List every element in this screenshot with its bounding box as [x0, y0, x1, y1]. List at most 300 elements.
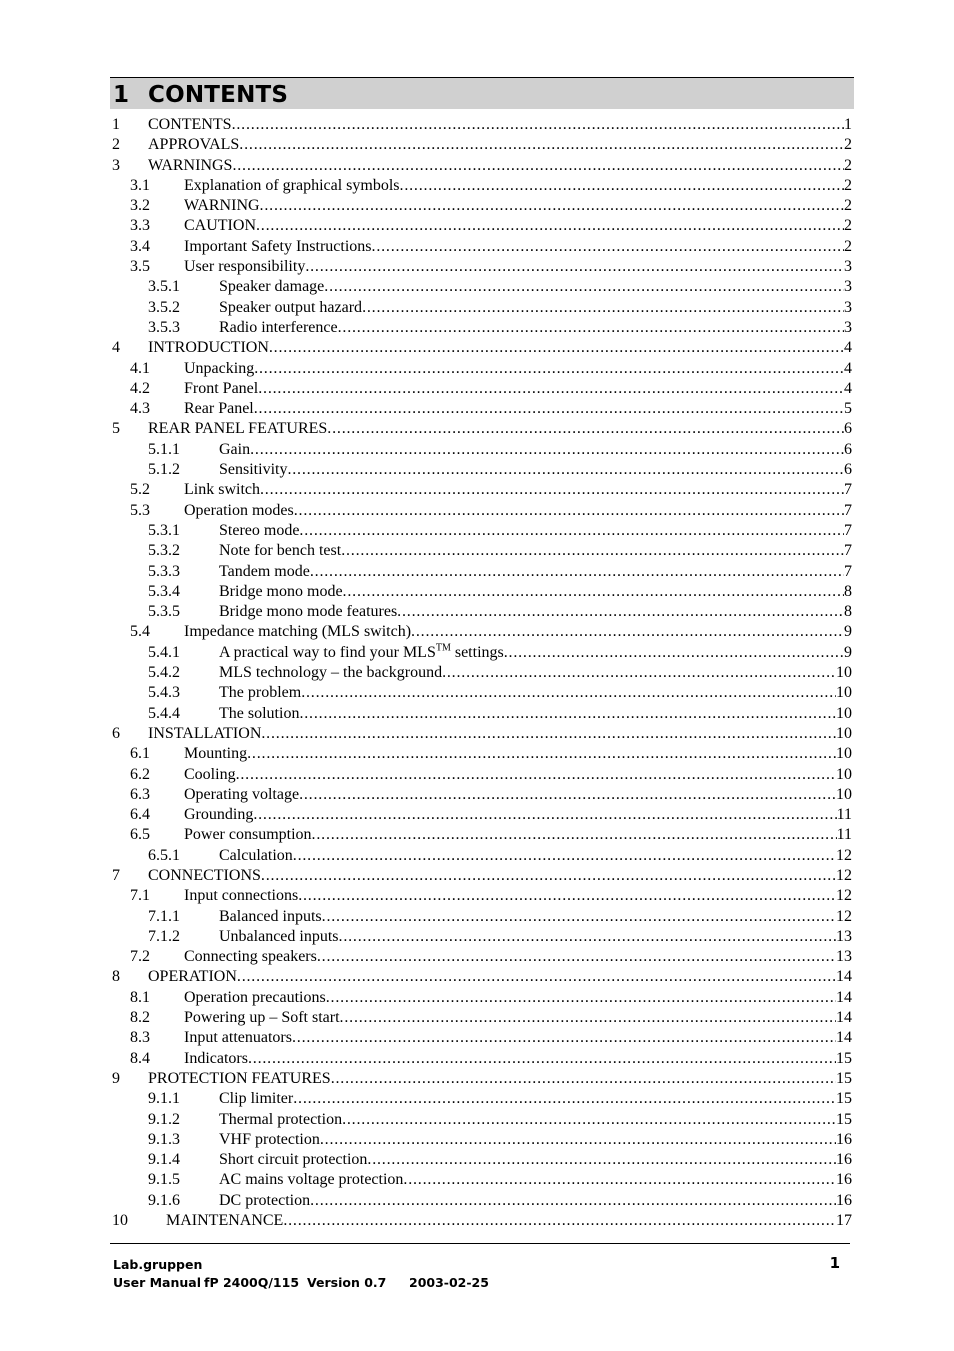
toc-entry-number: 8.4 — [130, 1049, 150, 1067]
toc-entry-page: 14 — [836, 988, 852, 1006]
toc-entry-number: 9.1.5 — [148, 1171, 180, 1189]
toc-entry-title-text: Radio interference — [219, 318, 338, 336]
toc-entry-title — [184, 765, 236, 785]
toc-entry-line — [166, 1211, 852, 1231]
toc-entry[interactable] — [112, 277, 852, 297]
toc-leader-dots — [256, 216, 844, 236]
toc-leader-dots — [237, 967, 836, 987]
toc-entry-line — [148, 419, 852, 439]
toc-entry-title-text: INSTALLATION — [148, 724, 262, 742]
toc-entry-line — [219, 1191, 852, 1211]
toc-entry-line — [219, 277, 852, 297]
toc-leader-dots — [342, 1110, 836, 1130]
toc-entry[interactable] — [112, 216, 852, 236]
toc-entry-title-text: Balanced inputs — [219, 907, 322, 925]
toc-entry-title-text: APPROVALS — [148, 136, 240, 154]
toc-entry-number: 4.3 — [130, 400, 150, 418]
toc-entry-page: 2 — [844, 197, 852, 215]
toc-leader-dots — [362, 298, 844, 318]
toc-entry-page: 7 — [844, 501, 852, 519]
toc-entry-title-text: Short circuit protection — [219, 1151, 368, 1169]
toc-entry-title-text: MLS technology – the background — [219, 664, 443, 682]
toc-entry-line — [219, 683, 852, 703]
toc-entry-page: 7 — [844, 542, 852, 560]
toc-entry[interactable] — [112, 765, 852, 785]
toc-entry-title — [184, 359, 254, 379]
toc-entry-line — [219, 1170, 852, 1190]
toc-entry[interactable] — [112, 460, 852, 480]
toc-entry-title-text: Bridge mono mode features — [219, 603, 398, 621]
toc-leader-dots — [411, 622, 844, 642]
toc-leader-dots — [372, 237, 844, 257]
toc-entry[interactable] — [112, 1110, 852, 1130]
toc-entry-title-text: The problem — [219, 684, 302, 702]
toc-entry-title — [219, 298, 362, 318]
toc-entry-number: 5.3 — [130, 501, 150, 519]
toc-entry-title-text: Calculation — [219, 846, 293, 864]
toc-leader-dots — [292, 1028, 836, 1048]
toc-entry-title-text: Speaker output hazard — [219, 298, 363, 316]
toc-entry-line — [184, 399, 852, 419]
toc-entry-title-text: Input connections — [184, 887, 299, 905]
toc-entry-number: 6.3 — [130, 785, 150, 803]
toc-entry[interactable] — [112, 724, 852, 744]
toc-entry-title-text: The solution — [219, 704, 300, 722]
toc-entry-number: 6.4 — [130, 806, 150, 824]
toc-entry-line — [219, 602, 852, 622]
toc-entry-title — [148, 338, 269, 358]
toc-entry[interactable] — [112, 886, 852, 906]
toc-entry[interactable] — [112, 257, 852, 277]
toc-entry-line — [219, 846, 852, 866]
toc-entry-number: 6 — [112, 724, 120, 742]
toc-entry[interactable] — [112, 419, 852, 439]
toc-entry-page: 16 — [836, 1151, 852, 1169]
toc-entry-line — [219, 541, 852, 561]
toc-entry-page: 6 — [844, 420, 852, 438]
toc-entry[interactable] — [112, 927, 852, 947]
toc-entry-number: 3.5.2 — [148, 298, 180, 316]
toc-entry[interactable] — [112, 825, 852, 845]
toc-entry-title — [219, 562, 310, 582]
toc-entry-number: 6.5 — [130, 826, 150, 844]
toc-entry-number: 3.4 — [130, 237, 150, 255]
toc-entry-title-text: Operation precautions — [184, 988, 326, 1006]
toc-entry-line — [184, 886, 852, 906]
toc-entry-page: 2 — [844, 176, 852, 194]
toc-entry[interactable] — [112, 1211, 852, 1231]
toc-entry-page: 9 — [844, 643, 852, 661]
toc-leader-dots — [400, 176, 844, 196]
toc-leader-dots — [504, 643, 844, 663]
toc-leader-dots — [247, 744, 836, 764]
toc-entry-number: 8.1 — [130, 988, 150, 1006]
toc-entry[interactable] — [112, 1008, 852, 1028]
toc-leader-dots — [341, 541, 844, 561]
table-of-contents — [112, 115, 852, 1231]
toc-entry[interactable] — [112, 1150, 852, 1170]
toc-entry[interactable] — [112, 805, 852, 825]
toc-entry-title — [148, 135, 239, 155]
toc-entry[interactable] — [112, 196, 852, 216]
toc-entry-title-text: Mounting — [184, 745, 248, 763]
toc-entry-title — [219, 1150, 367, 1170]
toc-leader-dots — [310, 562, 844, 582]
toc-entry[interactable] — [112, 541, 852, 561]
toc-leader-dots — [324, 277, 844, 297]
toc-entry-page: 13 — [836, 948, 852, 966]
toc-entry-number: 5.4.2 — [148, 664, 180, 682]
toc-entry-title — [184, 886, 298, 906]
toc-entry-page: 2 — [844, 156, 852, 174]
toc-entry-title — [148, 419, 327, 439]
toc-entry-number: 5.1.1 — [148, 440, 180, 458]
toc-entry-title — [219, 582, 343, 602]
toc-entry-title — [184, 501, 294, 521]
toc-entry[interactable] — [112, 947, 852, 967]
toc-entry-page: 2 — [844, 237, 852, 255]
toc-entry-page: 10 — [836, 724, 852, 742]
toc-entry[interactable] — [112, 988, 852, 1008]
toc-entry-title — [219, 927, 339, 947]
toc-entry-page: 10 — [836, 785, 852, 803]
toc-entry-number: 8.2 — [130, 1009, 150, 1027]
toc-entry-number: 3.5 — [130, 258, 150, 276]
toc-entry-title-text: Connecting speakers — [184, 948, 317, 966]
toc-entry-title — [148, 115, 232, 135]
toc-entry[interactable] — [112, 967, 852, 987]
toc-entry-title — [219, 521, 299, 541]
toc-entry[interactable] — [112, 1028, 852, 1048]
toc-leader-dots — [367, 1150, 836, 1170]
toc-entry-title — [184, 379, 258, 399]
toc-entry-title — [184, 825, 312, 845]
toc-entry-line — [148, 866, 852, 886]
toc-entry-title-text: Thermal protection — [219, 1110, 343, 1128]
toc-entry[interactable] — [112, 1069, 852, 1089]
toc-entry[interactable] — [112, 440, 852, 460]
toc-entry-line — [219, 440, 852, 460]
toc-leader-dots — [258, 379, 844, 399]
toc-entry[interactable] — [112, 237, 852, 257]
toc-entry[interactable] — [112, 1049, 852, 1069]
toc-entry-line — [148, 338, 852, 358]
toc-leader-dots — [232, 115, 844, 135]
toc-entry-title-text: Impedance matching (MLS switch) — [184, 623, 412, 641]
toc-entry-number: 5.4.3 — [148, 684, 180, 702]
toc-entry-line — [148, 1069, 852, 1089]
toc-entry-page: 1 — [844, 116, 852, 133]
toc-leader-dots — [397, 602, 844, 622]
toc-entry-page: 3 — [844, 318, 852, 336]
toc-entry-line — [184, 1028, 852, 1048]
toc-entry[interactable] — [112, 1130, 852, 1150]
toc-entry-number: 8.3 — [130, 1029, 150, 1047]
toc-entry-number: 3.2 — [130, 197, 150, 215]
toc-entry-line — [219, 1089, 852, 1109]
toc-entry-page: 14 — [836, 1009, 852, 1027]
toc-entry[interactable] — [112, 663, 852, 683]
toc-entry-line — [148, 135, 852, 155]
toc-entry-title-text: Rear Panel — [184, 400, 254, 418]
toc-entry-title-text: Important Safety Instructions — [184, 237, 372, 255]
footer-page-number: 1 — [829, 1254, 840, 1272]
toc-entry-page: 16 — [836, 1191, 852, 1209]
toc-entry-title-text: Note for bench test — [219, 542, 342, 560]
toc-entry-page: 10 — [836, 684, 852, 702]
toc-entry[interactable] — [112, 846, 852, 866]
toc-entry[interactable] — [112, 480, 852, 500]
toc-entry-line — [184, 480, 852, 500]
toc-entry-page: 14 — [836, 968, 852, 986]
toc-entry-title — [148, 156, 232, 176]
toc-entry-title — [219, 541, 341, 561]
toc-leader-dots — [310, 1191, 836, 1211]
toc-entry-title — [219, 460, 287, 480]
footer-model: fP 2400Q/115 — [204, 1275, 300, 1290]
toc-entry-page: 11 — [836, 806, 852, 824]
toc-entry-title-text: Unpacking — [184, 359, 255, 377]
toc-leader-dots — [250, 440, 844, 460]
toc-entry-number: 9.1.4 — [148, 1151, 180, 1169]
toc-entry[interactable] — [112, 176, 852, 196]
toc-entry-title — [184, 480, 260, 500]
toc-leader-dots — [442, 663, 836, 683]
toc-entry-line — [219, 521, 852, 541]
toc-entry-number: 5.4.1 — [148, 643, 180, 661]
toc-entry[interactable] — [112, 359, 852, 379]
toc-entry-page: 9 — [844, 623, 852, 641]
toc-entry[interactable] — [112, 866, 852, 886]
toc-entry[interactable] — [112, 318, 852, 338]
toc-entry-line — [184, 359, 852, 379]
toc-entry-number: 6.2 — [130, 765, 150, 783]
toc-leader-dots — [293, 1089, 836, 1109]
toc-entry-number: 9 — [112, 1069, 120, 1087]
toc-entry-line — [148, 156, 852, 176]
toc-entry-number: 7.1.1 — [148, 907, 180, 925]
toc-entry-line — [184, 1049, 852, 1069]
toc-entry-line — [219, 704, 852, 724]
toc-entry-title-text: OPERATION — [148, 968, 237, 986]
toc-entry[interactable] — [112, 115, 852, 135]
toc-entry-number: 5.4 — [130, 623, 150, 641]
toc-leader-dots — [269, 338, 844, 358]
toc-leader-dots — [254, 359, 844, 379]
trademark-superscript: TM — [435, 642, 451, 654]
toc-entry-page: 10 — [836, 664, 852, 682]
toc-leader-dots — [338, 318, 844, 338]
toc-leader-dots — [305, 257, 844, 277]
toc-entry-number: 3 — [112, 156, 120, 174]
heading-number: 1 — [113, 82, 130, 108]
toc-entry-number: 1 — [112, 116, 120, 133]
toc-leader-dots — [293, 846, 836, 866]
toc-leader-dots — [261, 866, 836, 886]
toc-entry-page: 12 — [836, 846, 852, 864]
toc-entry-title — [219, 1130, 320, 1150]
toc-entry-number: 5 — [112, 420, 120, 438]
toc-entry[interactable] — [112, 907, 852, 927]
toc-entry-line — [184, 805, 852, 825]
toc-entry-title-text: CAUTION — [184, 217, 256, 235]
toc-entry[interactable] — [112, 156, 852, 176]
toc-entry-line — [148, 967, 852, 987]
toc-entry-line — [184, 988, 852, 1008]
toc-entry-line — [219, 1150, 852, 1170]
toc-entry-title-text: Sensitivity — [219, 461, 288, 479]
toc-entry-number: 9.1.2 — [148, 1110, 180, 1128]
toc-entry-title — [148, 967, 237, 987]
toc-entry-line — [219, 907, 852, 927]
toc-entry-line — [219, 318, 852, 338]
toc-entry-line — [184, 622, 852, 642]
toc-leader-dots — [239, 135, 844, 155]
toc-entry[interactable] — [112, 1170, 852, 1190]
toc-entry-page: 12 — [836, 907, 852, 925]
toc-entry-number: 4.1 — [130, 359, 150, 377]
toc-entry-title-text: Input attenuators — [184, 1029, 292, 1047]
toc-entry-number: 5.3.2 — [148, 542, 180, 560]
toc-leader-dots — [260, 480, 844, 500]
toc-entry-number: 4.2 — [130, 379, 150, 397]
toc-entry-title — [184, 785, 299, 805]
toc-leader-dots — [320, 1130, 836, 1150]
toc-entry[interactable] — [112, 338, 852, 358]
toc-entry-title — [148, 724, 261, 744]
toc-entry-title-text: CONNECTIONS — [148, 866, 261, 884]
toc-entry-title-text: Indicators — [184, 1049, 248, 1067]
toc-entry-title — [184, 399, 254, 419]
toc-entry-title — [184, 1028, 292, 1048]
toc-entry[interactable] — [112, 135, 852, 155]
toc-entry-page: 12 — [836, 866, 852, 884]
toc-entry-title — [219, 643, 504, 663]
toc-entry[interactable] — [112, 704, 852, 724]
footer-doc-type: User Manual — [113, 1275, 201, 1290]
toc-entry-number: 7 — [112, 866, 120, 884]
toc-entry-number: 5.3.3 — [148, 562, 180, 580]
toc-entry-number: 9.1.1 — [148, 1090, 180, 1108]
toc-entry[interactable] — [112, 622, 852, 642]
toc-entry-title-text: Operating voltage — [184, 785, 300, 803]
toc-leader-dots — [327, 419, 844, 439]
toc-entry-title — [219, 277, 324, 297]
toc-entry-number: 3.5.3 — [148, 318, 180, 336]
toc-entry-page: 5 — [844, 400, 852, 418]
toc-entry-title-text: Operation modes — [184, 501, 294, 519]
toc-entry-page: 6 — [844, 440, 852, 458]
toc-entry-line — [219, 582, 852, 602]
toc-entry-line — [184, 785, 852, 805]
toc-entry-title — [148, 866, 261, 886]
toc-entry[interactable] — [112, 298, 852, 318]
toc-entry[interactable] — [112, 582, 852, 602]
toc-entry-title — [219, 663, 442, 683]
toc-entry-line — [184, 216, 852, 236]
toc-entry-line — [184, 947, 852, 967]
toc-entry[interactable] — [112, 683, 852, 703]
toc-entry-number: 5.4.4 — [148, 704, 180, 722]
toc-entry-title — [219, 1191, 310, 1211]
toc-entry-title — [219, 1170, 403, 1190]
toc-entry-number: 3.3 — [130, 217, 150, 235]
toc-entry-page: 6 — [844, 461, 852, 479]
toc-entry[interactable] — [112, 562, 852, 582]
toc-leader-dots — [299, 785, 836, 805]
toc-entry[interactable] — [112, 501, 852, 521]
toc-entry-page: 14 — [836, 1029, 852, 1047]
toc-entry-page: 12 — [836, 887, 852, 905]
toc-entry-page: 15 — [836, 1049, 852, 1067]
toc-entry-line — [184, 237, 852, 257]
toc-entry-title — [184, 947, 317, 967]
toc-entry-title-text: PROTECTION FEATURES — [148, 1069, 331, 1087]
toc-entry-title-text: DC protection — [219, 1191, 311, 1209]
toc-entry-title — [184, 805, 253, 825]
toc-entry-line — [184, 196, 852, 216]
toc-leader-dots — [260, 196, 844, 216]
toc-entry[interactable] — [112, 521, 852, 541]
toc-leader-dots — [299, 704, 836, 724]
toc-entry-title — [184, 257, 305, 277]
toc-entry-page: 7 — [844, 521, 852, 539]
toc-entry-number: 7.1.2 — [148, 927, 180, 945]
toc-entry[interactable] — [112, 643, 852, 663]
toc-entry-line — [219, 1110, 852, 1130]
toc-entry-title — [219, 704, 299, 724]
toc-entry-title — [184, 216, 256, 236]
toc-entry-page: 3 — [844, 258, 852, 276]
toc-entry-title — [184, 744, 247, 764]
toc-entry-number: 5.1.2 — [148, 461, 180, 479]
toc-entry-number: 8 — [112, 968, 120, 986]
toc-entry-title-text: Stereo mode — [219, 521, 300, 539]
footer-divider — [110, 1243, 850, 1244]
toc-entry-title-text: Bridge mono mode — [219, 582, 343, 600]
toc-entry-number: 10 — [112, 1212, 128, 1230]
toc-entry-line — [219, 927, 852, 947]
toc-entry[interactable] — [112, 379, 852, 399]
toc-entry[interactable] — [112, 602, 852, 622]
toc-entry-page: 10 — [836, 704, 852, 722]
toc-entry-number: 4 — [112, 339, 120, 357]
toc-entry-title-text: CONTENTS — [148, 116, 232, 133]
toc-entry-title — [184, 1049, 248, 1069]
toc-leader-dots — [253, 805, 836, 825]
toc-entry-title — [219, 846, 293, 866]
toc-entry-title — [219, 440, 250, 460]
toc-entry-title-text: Gain — [219, 440, 251, 458]
toc-leader-dots — [287, 460, 844, 480]
toc-entry[interactable] — [112, 1089, 852, 1109]
toc-leader-dots — [339, 927, 836, 947]
toc-entry[interactable] — [112, 744, 852, 764]
toc-entry-title-text: Explanation of graphical symbols — [184, 176, 400, 194]
toc-entry[interactable] — [112, 399, 852, 419]
toc-entry[interactable] — [112, 785, 852, 805]
toc-entry-title — [184, 1008, 340, 1028]
toc-entry-title — [184, 988, 326, 1008]
toc-entry-number: 5.3.1 — [148, 521, 180, 539]
toc-entry-page: 7 — [844, 481, 852, 499]
toc-leader-dots — [331, 1069, 836, 1089]
toc-entry-number: 6.1 — [130, 745, 150, 763]
toc-entry-line — [219, 1130, 852, 1150]
toc-entry-page: 7 — [844, 562, 852, 580]
toc-entry[interactable] — [112, 1191, 852, 1211]
toc-leader-dots — [340, 1008, 836, 1028]
